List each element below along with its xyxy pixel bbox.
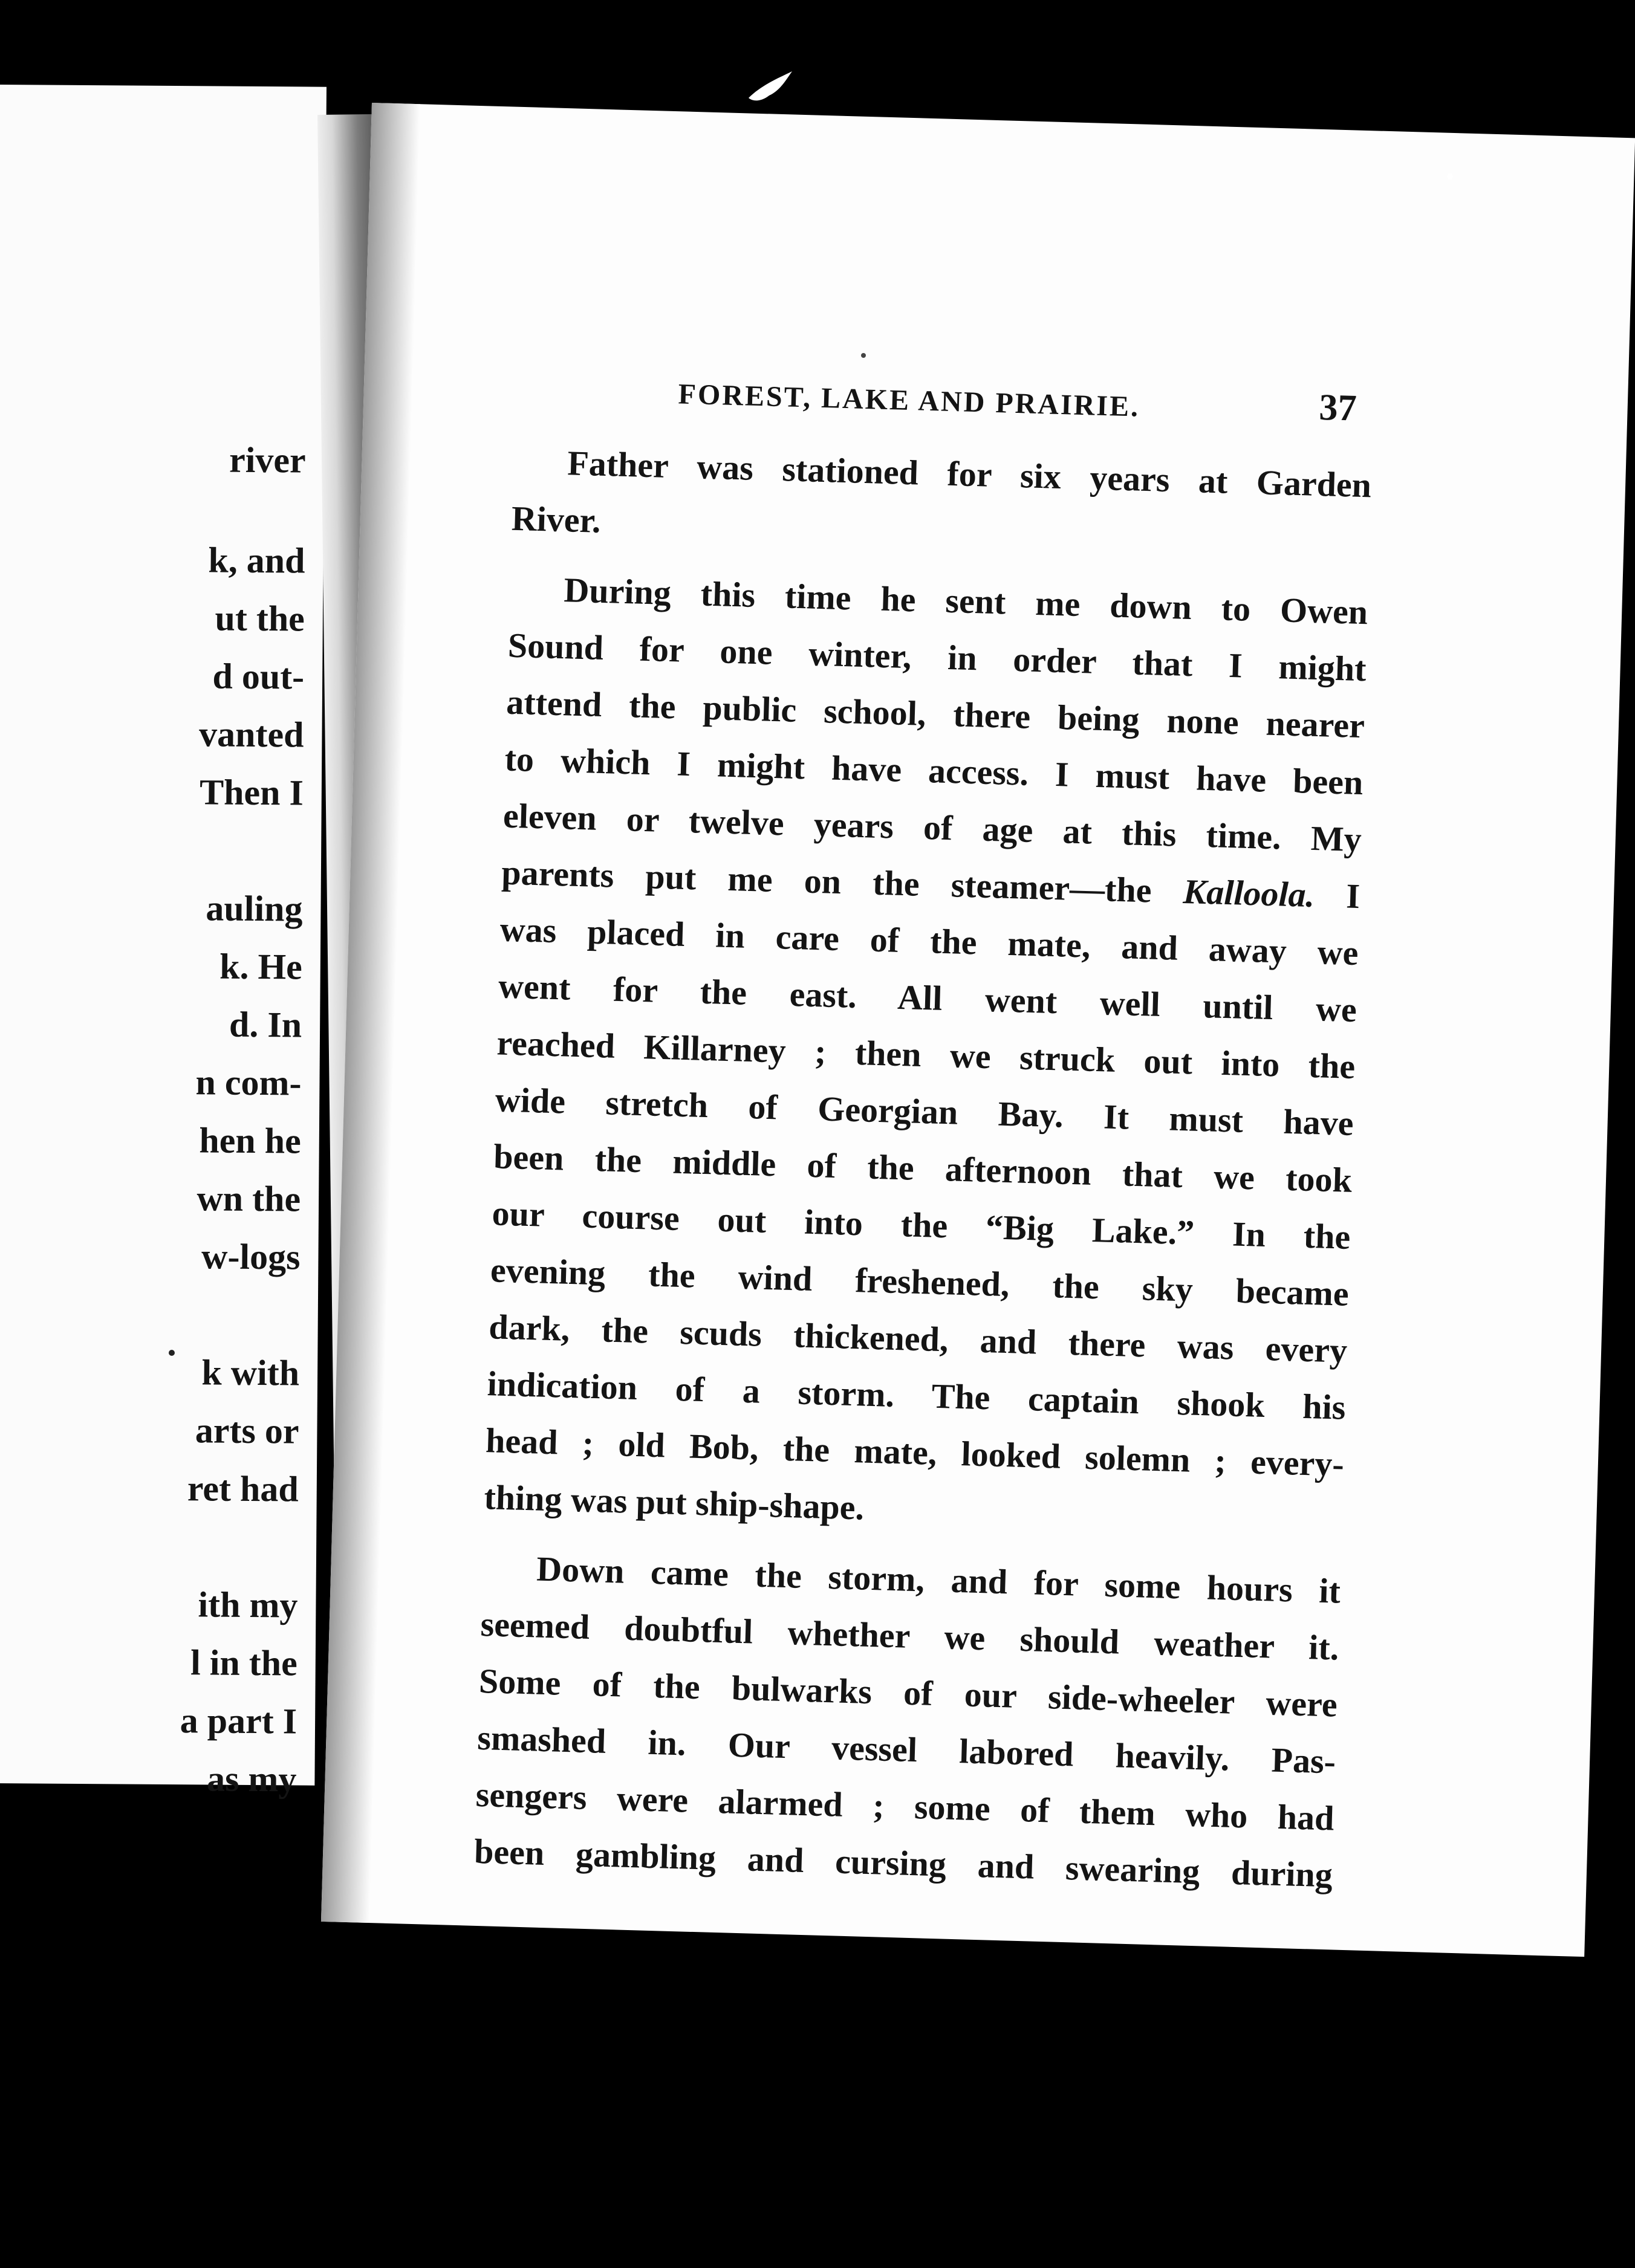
text-line: River.: [510, 498, 602, 540]
text-line: evening the wind freshened, the sky became: [490, 1250, 1350, 1314]
left-line-spacer: [183, 1285, 300, 1344]
text-line: reached Killarney ; then we struck out into the: [496, 1023, 1356, 1087]
left-line: k. He: [219, 946, 303, 987]
text-segment: I: [1314, 875, 1360, 916]
left-line: wn the: [197, 1178, 301, 1219]
left-line-spacer: [181, 1517, 298, 1576]
text-segment: parents put me on the steamer—the: [501, 852, 1184, 911]
text-line: seemed doubtful whether we should weather it.: [479, 1604, 1340, 1668]
left-line: d. In: [229, 1004, 302, 1045]
text-line: to which I might have access. I must have been: [504, 739, 1364, 803]
left-line: a part I: [180, 1700, 297, 1742]
left-page-text: [180, 430, 306, 1808]
ship-name: Kalloola.: [1182, 871, 1316, 915]
text-line: went for the east. All went well until we: [498, 966, 1357, 1030]
text-line: head ; old Bob, the mate, looked solemn ; every-: [485, 1421, 1345, 1484]
page-number: 37: [1318, 386, 1357, 429]
paragraph: [473, 1539, 1341, 1904]
body-text: [473, 433, 1372, 1917]
text-line: Down came the storm, and for some hours it: [536, 1549, 1341, 1611]
left-line-spacer: [186, 821, 303, 880]
left-line: auling: [206, 888, 303, 929]
left-page: [0, 85, 327, 1800]
left-line: k with: [201, 1352, 300, 1393]
text-line: dark, the scuds thickened, and there was every: [488, 1307, 1348, 1370]
left-line: vanted: [198, 714, 304, 755]
text-line: eleven or twelve years of age at this time. My: [502, 795, 1362, 860]
left-line: ret had: [187, 1468, 299, 1509]
text-line: our course out into the “Big Lake.” In the: [491, 1193, 1351, 1257]
text-line: wide stretch of Georgian Bay. It must have: [495, 1080, 1354, 1143]
left-line: l in the: [190, 1642, 298, 1683]
left-line: ut the: [215, 598, 305, 639]
left-line: Then I: [199, 772, 304, 813]
running-head: FOREST, LAKE AND PRAIRIE.: [678, 378, 1140, 423]
left-line: as my: [206, 1758, 297, 1800]
text-line: Some of the bulwarks of our side-wheeler were: [478, 1660, 1338, 1725]
text-line: sengers were alarmed ; some of them who had: [475, 1774, 1335, 1838]
left-line: k, and: [208, 540, 305, 581]
left-line: ith my: [198, 1584, 298, 1625]
text-line: Father was stationed for six years at Garden: [567, 443, 1372, 505]
left-line: n com-: [195, 1062, 302, 1103]
speck-mark: [749, 71, 792, 100]
text-line: smashed in. Our vessel labored heavily. Pas-: [476, 1717, 1336, 1781]
text-line: been the middle of the afternoon that we took: [493, 1136, 1353, 1200]
text-line: indication of a storm. The captain shook his: [487, 1364, 1347, 1427]
left-line: w-logs: [201, 1236, 301, 1277]
text-line: Sound for one winter, in order that I might: [507, 625, 1367, 689]
left-line: river: [229, 439, 306, 481]
text-line: was placed in care of the mate, and away we: [499, 909, 1359, 973]
left-line: arts or: [195, 1410, 299, 1451]
paragraph: [483, 560, 1368, 1550]
paragraph: [511, 433, 1373, 571]
text-line: been gambling and cursing and swearing during: [473, 1831, 1333, 1895]
text-line: During this time he sent me down to Owen: [563, 570, 1369, 632]
left-line-spacer: [189, 488, 306, 531]
text-line: thing was put ship-shape.: [483, 1477, 865, 1528]
right-page: [321, 103, 1635, 1957]
text-line: attend the public school, there being none nearer: [505, 682, 1365, 746]
left-line: hen he: [199, 1120, 302, 1161]
left-line: d out-: [212, 656, 305, 697]
